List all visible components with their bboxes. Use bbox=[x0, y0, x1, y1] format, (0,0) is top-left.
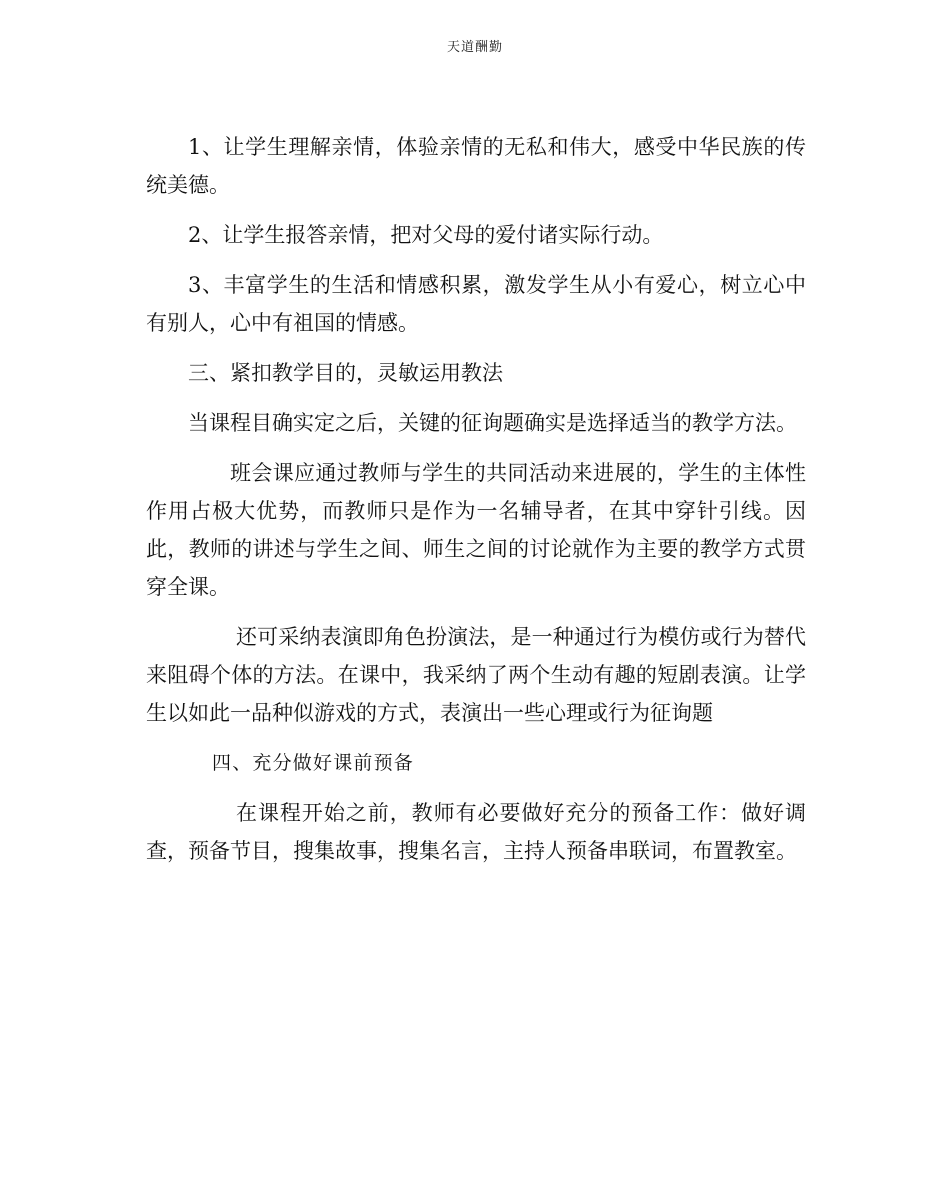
paragraph-objective-1: 1、让学生理解亲情，体验亲情的无私和伟大，感受中华民族的传统美德。 bbox=[146, 135, 806, 197]
paragraph-role-play: 还可采纳表演即角色扮演法，是一种通过行为模仿或行为替代来阻碍个体的方法。在课中，我采纳了两个生动有趣的短剧表演。让学生以如此一品种似游戏的方式，表演出一些心理或行为征询题 bbox=[146, 625, 806, 725]
paragraph-method-intro: 当课程目确实定之后，关键的征询题确实是选择适当的教学方法。 bbox=[188, 411, 797, 435]
page-header: 天道酬勤 bbox=[446, 40, 503, 55]
paragraph-objective-3: 3、丰富学生的生活和情感积累，激发学生从小有爱心，树立心中有别人，心中有祖国的情感。 bbox=[146, 273, 806, 335]
paragraph-preparation: 在课程开始之前，教师有必要做好充分的预备工作：做好调查，预备节目，搜集故事，搜集名言，主持人预备串联词，布置教室。 bbox=[146, 801, 806, 863]
document-body bbox=[146, 128, 806, 870]
section-heading-3: 三、紧扣教学目的，灵敏运用教法 bbox=[188, 361, 503, 385]
section-heading-4: 四、充分做好课前预备 bbox=[212, 752, 415, 774]
paragraph-class-meeting: 班会课应通过教师与学生的共同活动来进展的，学生的主体性作用占极大优势，而教师只是作为一名辅导者，在其中穿针引线。因此，教师的讲述与学生之间、师生之间的讨论就作为主要的教学方式贯穿全课。 bbox=[146, 461, 806, 599]
paragraph-objective-2: 2、让学生报答亲情，把对父母的爱付诸实际行动。 bbox=[188, 223, 664, 247]
